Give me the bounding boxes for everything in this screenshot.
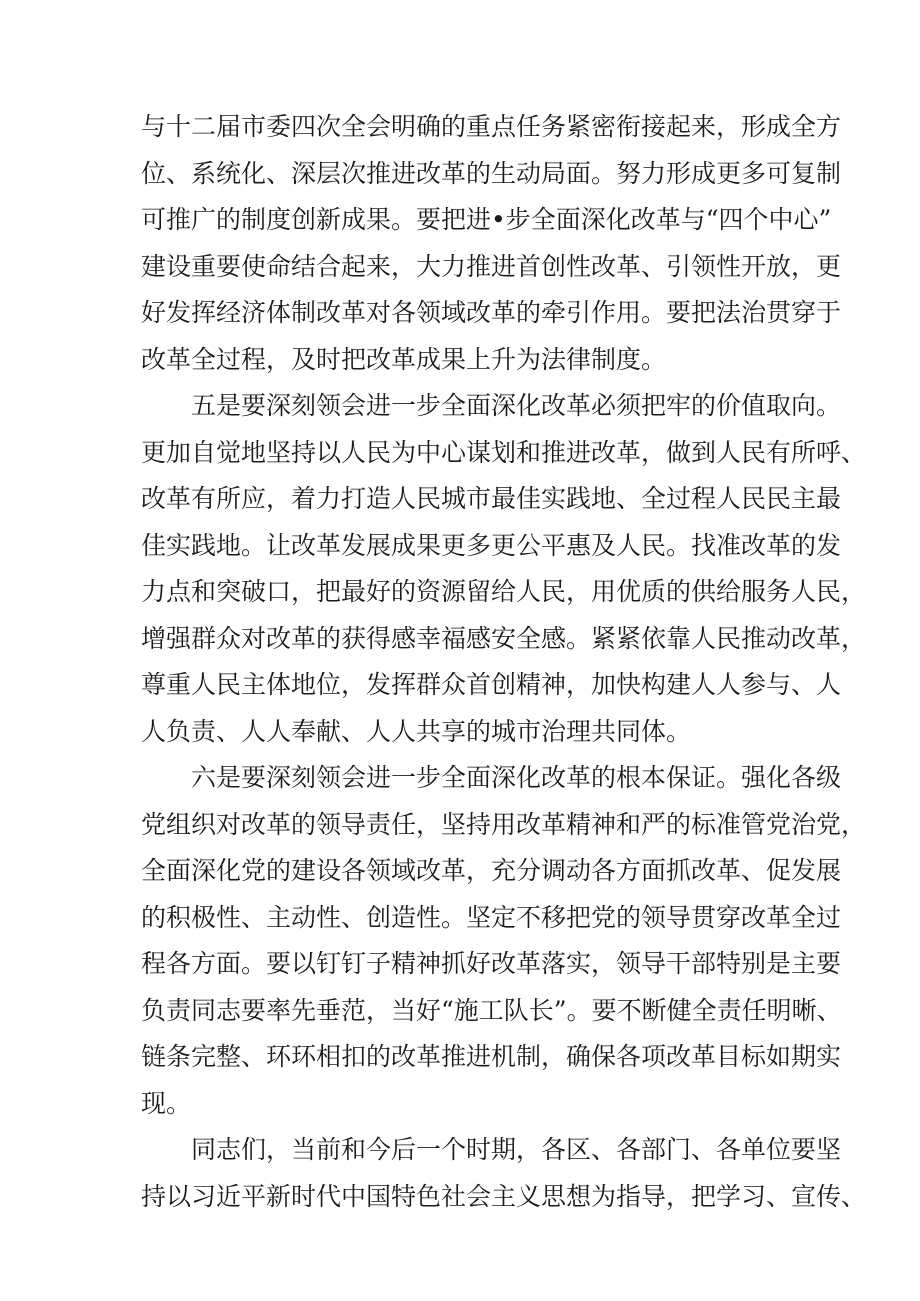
text-line: 改革全过程，及时把改革成果上升为法律制度。: [141, 344, 667, 374]
text-line: 党组织对改革的领导责任，坚持用改革精神和严的标准管党治党，: [141, 809, 867, 839]
text-line: 建设重要使命结合起来，大力推进首创性改革、引领性开放，更: [141, 251, 842, 281]
text-line: 力点和突破口，把最好的资源留给人民，用优质的供给服务人民，: [141, 577, 867, 606]
text-line: 现。: [141, 1088, 192, 1118]
text-line: 增强群众对改革的获得感幸福感安全感。紧紧依靠人民推动改革，: [141, 623, 867, 653]
document-body: [141, 104, 867, 1220]
text-line: 负责同志要率先垂范，当好“施工队长”。要不断健全责任明晰、: [141, 995, 842, 1025]
text-line: 更加自觉地坚持以人民为中心谋划和推进改革，做到人民有所呼、: [141, 437, 867, 467]
text-line: 佳实践地。让改革发展成果更多更公平惠及人民。找准改革的发: [141, 530, 842, 560]
text-line: 尊重人民主体地位，发挥群众首创精神，加快构建人人参与、人: [141, 670, 842, 699]
text-line: 位、系统化、深层次推进改革的生动局面。努力形成更多可复制: [141, 158, 842, 188]
text-line: 好发挥经济体制改革对各领域改革的牵引作用。要把法治贯穿于: [141, 298, 842, 327]
text-line: 可推广的制度创新成果。要把进•步全面深化改革与“四个中心”: [141, 205, 832, 234]
text-line: 全面深化党的建设各领域改革，充分调动各方面抓改革、促发展: [141, 856, 842, 885]
paragraph-start-line: 同志们，当前和今后一个时期，各区、各部门、各单位要坚: [191, 1135, 842, 1164]
paragraph-start-line: 五是要深刻领会进一步全面深化改革必须把牢的价值取向。: [191, 391, 842, 420]
text-line: 持以习近平新时代中国特色社会主义思想为指导，把学习、宣传、: [141, 1181, 867, 1211]
paragraph-start-line: 六是要深刻领会进一步全面深化改革的根本保证。强化各级: [191, 763, 842, 792]
text-line: 改革有所应，着力打造人民城市最佳实践地、全过程人民民主最: [141, 484, 842, 513]
text-line: 的积极性、主动性、创造性。坚定不移把党的领导贯穿改革全过: [141, 902, 842, 932]
text-line: 链条完整、环环相扣的改革推进机制，确保各项改革目标如期实: [141, 1042, 842, 1071]
text-line: 人负责、人人奉献、人人共享的城市治理共同体。: [141, 716, 692, 746]
text-line: 程各方面。要以钉钉子精神抓好改革落实，领导干部特别是主要: [141, 949, 842, 978]
text-line: 与十二届市委四次全会明确的重点任务紧密衔接起来，形成全方: [141, 112, 842, 141]
